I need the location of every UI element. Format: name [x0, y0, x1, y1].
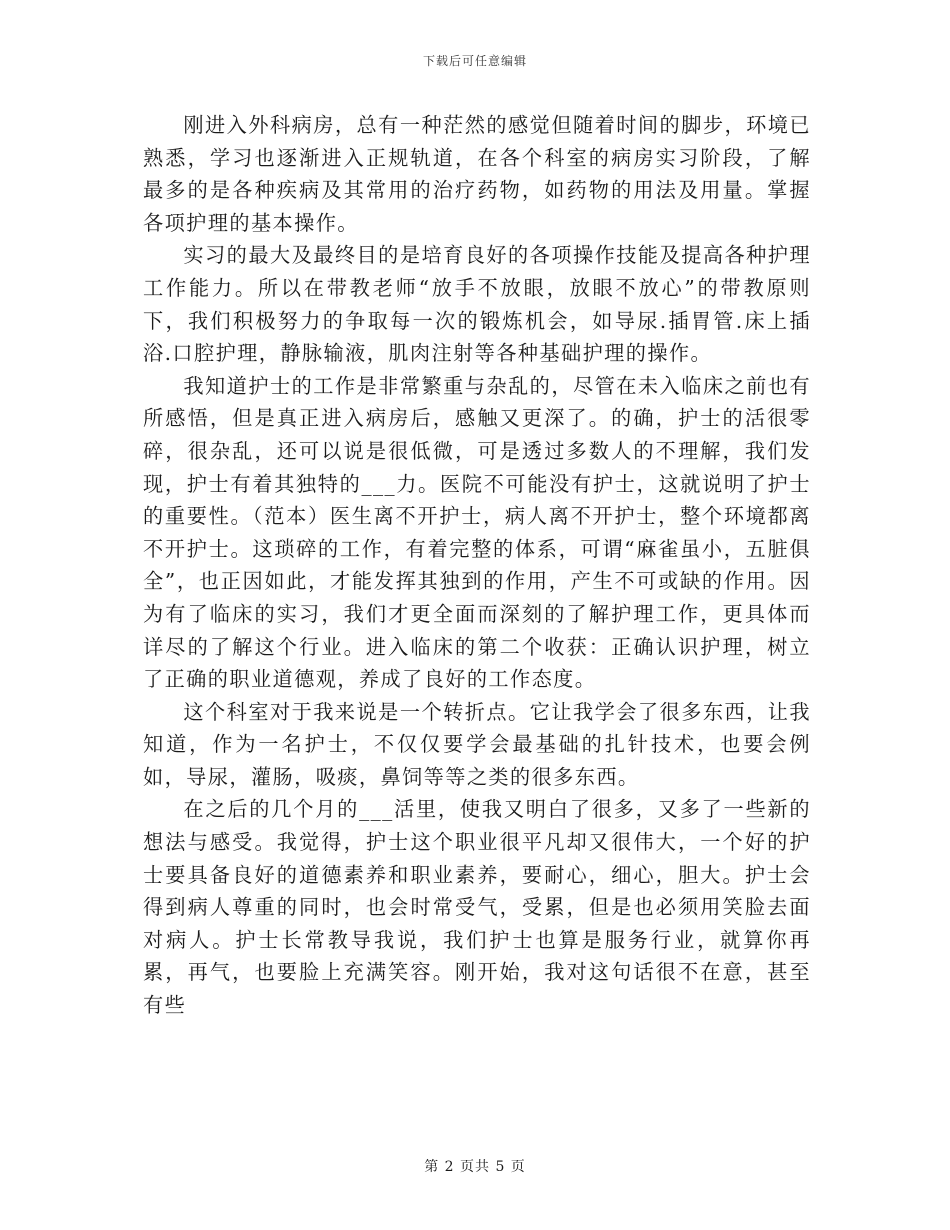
paragraph: 我知道护士的工作是非常繁重与杂乱的，尽管在未入临床之前也有所感悟，但是真正进入病房后，感触又更深了。的确，护士的活很零碎，很杂乱，还可以说是很低微，可是透过多数人的不理解，我们发现，护士有着其独特的___力。医院不可能没有护士，这就说明了护士的重要性。（范本）医生离不开护士，病人离不开护士，整个环境都离不开护士。这琐碎的工作，有着完整的体系，可谓“麻雀虽小，五脏俱全”，也正因如此，才能发挥其独到的作用，产生不可或缺的作用。因为有了临床的实习，我们才更全面而深刻的了解护理工作，更具体而详尽的了解这个行业。进入临床的第二个收获：正确认识护理，树立了正确的职业道德观，养成了良好的工作态度。	[143, 373, 811, 692]
page-header: 下载后可任意编辑	[422, 54, 527, 68]
paragraph: 这个科室对于我来说是一个转折点。它让我学会了很多东西，让我知道，作为一名护士，不仅仅要学会最基础的扎针技术，也要会例如，导尿，灌肠，吸痰，鼻饲等等之类的很多东西。	[143, 699, 811, 789]
paragraph: 在之后的几个月的___活里，使我又明白了很多，又多了一些新的想法与感受。我觉得，护士这个职业很平凡却又很伟大，一个好的护士要具备良好的道德素养和职业素养，要耐心，细心，胆大。护士会得到病人尊重的同时，也会时常受气，受累，但是也必须用笑脸去面对病人。护士长常教导我说，我们护士也算是服务行业，就算你再累，再气，也要脸上充满笑容。刚开始，我对这句话很不在意，甚至有些	[143, 797, 811, 1018]
paragraph: 刚进入外科病房，总有一种茫然的感觉但随着时间的脚步，环境已熟悉，学习也逐渐进入正规轨道，在各个科室的病房实习阶段，了解最多的是各种疾病及其常用的治疗药物，如药物的用法及用量。掌握各项护理的基本操作。	[143, 113, 811, 235]
page-number: 第 2 页共 5 页	[424, 1159, 526, 1175]
paragraph: 实习的最大及最终目的是培育良好的各项操作技能及提高各种护理工作能力。所以在带教老师“放手不放眼，放眼不放心”的带教原则下，我们积极努力的争取每一次的锻炼机会，如导尿.插胃管.床上插浴.口腔护理，静脉输液，肌肉注射等各种基础护理的操作。	[143, 243, 811, 366]
document-body	[143, 109, 811, 1022]
